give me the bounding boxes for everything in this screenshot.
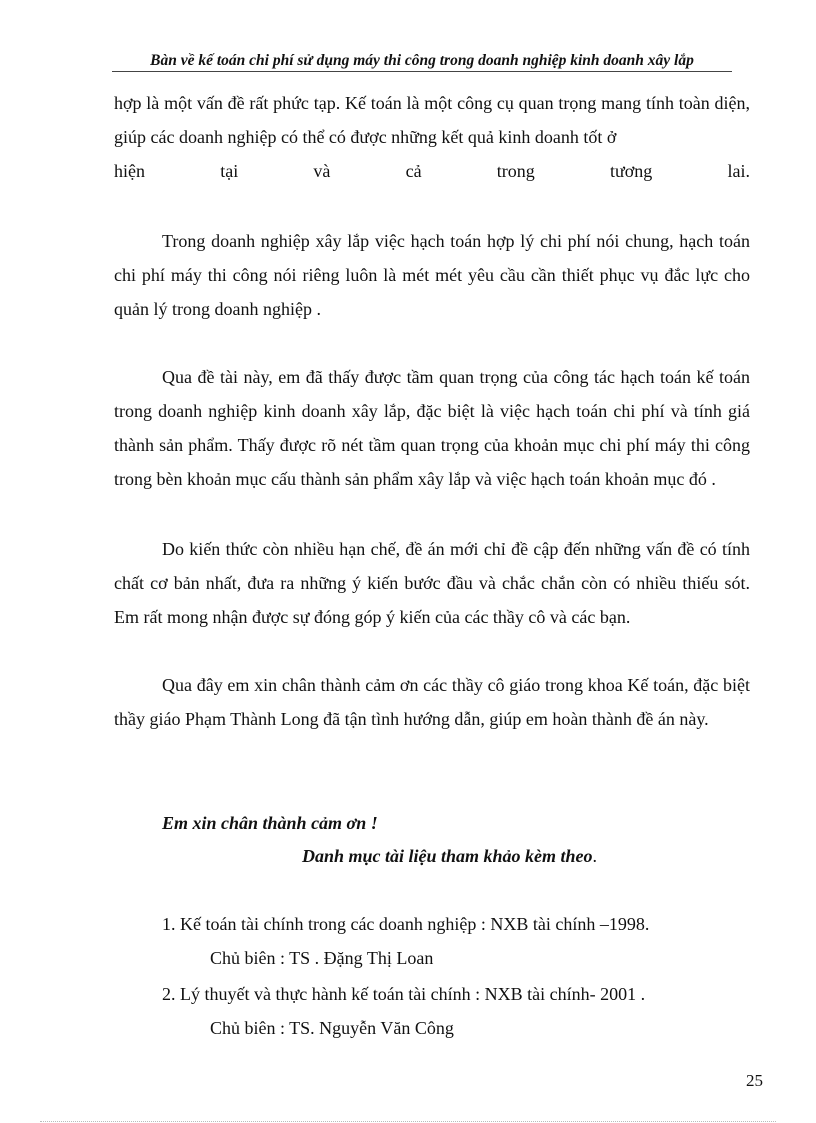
paragraph-1-line-3: hiện tại và cả trong tương lai. [114, 161, 750, 181]
reference-item-2: 2. Lý thuyết và thực hành kế toán tài chính : NXB tài chính- 2001 . [162, 984, 646, 1004]
closing-thanks: Em xin chân thành cảm ơn ! [162, 813, 378, 833]
page-number: 25 [746, 1071, 763, 1090]
footer-divider [40, 1121, 776, 1122]
paragraph-3-text: Qua đề tài này, em đã thấy được tầm quan trọng của công tác hạch toán kế toán trong doanh nghiệp kinh doanh xây lắp, đặc biệt là việc hạch toán chi phí và tính giá thành sản phẩm. Thấy được rõ nét tầm quan trọng của khoản mục chi phí máy thi công trong bèn khoản mục cấu thành sản phẩm xây lắp và việc hạch toán khoản mục đó . [114, 367, 750, 489]
paragraph-5-text: Qua đây em xin chân thành cảm ơn các thầy cô giáo trong khoa Kế toán, đặc biệt thầy giáo Phạm Thành Long đã tận tình hướng dẫn, giúp em hoàn thành đề án này. [114, 675, 750, 729]
paragraph-5 [114, 668, 750, 736]
paragraph-3 [114, 360, 750, 496]
paragraph-2 [114, 224, 750, 326]
reference-item-1: 1. Kế toán tài chính trong các doanh nghiệp : NXB tài chính –1998. [162, 914, 650, 934]
running-header: Bàn về kế toán chi phí sử dụng máy thi công trong doanh nghiệp kinh doanh xây lắp [112, 52, 732, 72]
reference-item-2-editor: Chủ biên : TS. Nguyễn Văn Công [210, 1018, 454, 1038]
references-title-period: . [592, 846, 598, 866]
paragraph-4-text: Do kiến thức còn nhiều hạn chế, đề án mới chỉ đề cập đến những vấn đề có tính chất cơ bản nhất, đưa ra những ý kiến bước đầu và chắc chắn còn có nhiều thiếu sót. Em rất mong nhận được sự đóng góp ý kiến của các thầy cô và các bạn. [114, 539, 750, 627]
paragraph-4 [114, 532, 750, 634]
paragraph-1-lines-1-2: hợp là một vấn đề rất phức tạp. Kế toán là một công cụ quan trọng mang tính toàn diện, giúp các doanh nghiệp có thể có được những kết quả kinh doanh tốt ở [114, 93, 750, 147]
references-heading [302, 846, 597, 867]
paragraph-1 [114, 86, 750, 188]
references-title: Danh mục tài liệu tham khảo kèm theo [302, 846, 593, 866]
reference-item-1-editor: Chủ biên : TS . Đặng Thị Loan [210, 948, 434, 968]
paragraph-2-text: Trong doanh nghiệp xây lắp việc hạch toán hợp lý chi phí nói chung, hạch toán chi phí máy thi công nói riêng luôn là mét mét yêu cầu cần thiết phục vụ đắc lực cho quản lý trong doanh nghiệp . [114, 231, 750, 319]
